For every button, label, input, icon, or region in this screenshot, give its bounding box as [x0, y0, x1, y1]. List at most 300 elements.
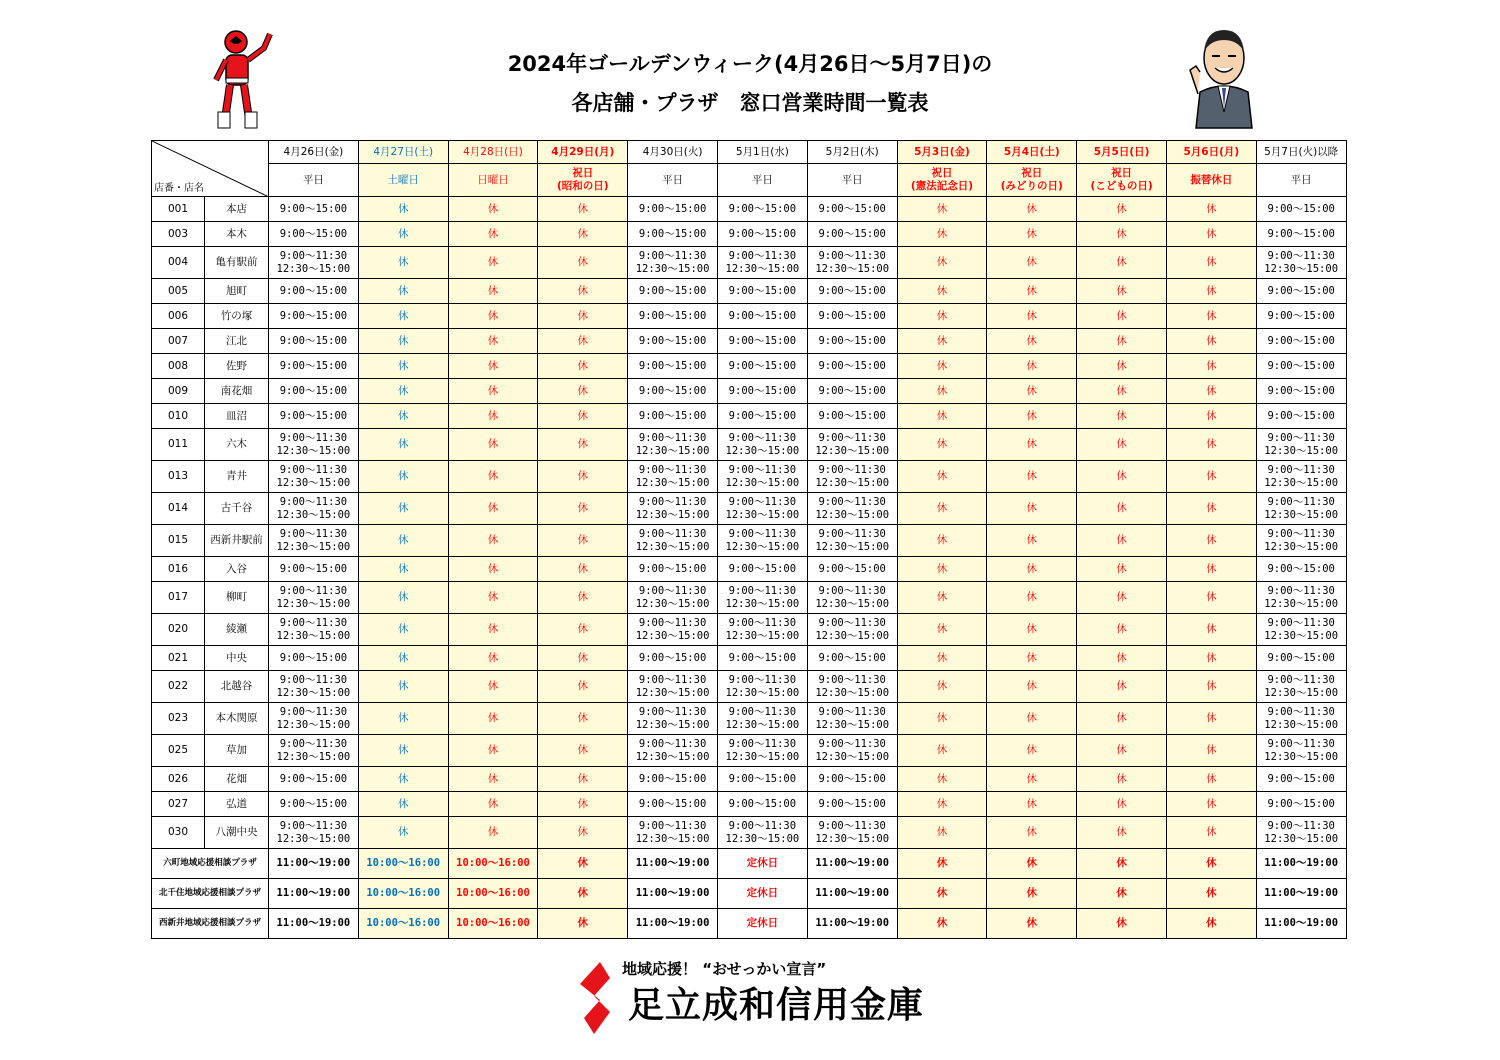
hours-cell	[1256, 461, 1346, 493]
hours-cell	[807, 557, 897, 582]
hours-cell	[628, 197, 718, 222]
closed-cell: 休	[1077, 279, 1167, 304]
hours-morning: 9:00～11:30	[1267, 673, 1335, 686]
closed-cell: 休	[448, 671, 538, 703]
closed-cell: 休	[1166, 614, 1256, 646]
branch-name: 亀有駅前	[215, 256, 258, 268]
closed-cell: 休	[538, 461, 628, 493]
column-day-type	[1256, 164, 1346, 197]
branch-cell	[152, 429, 269, 461]
closed-cell: 休	[1077, 304, 1167, 329]
column-date: 5月5日(日)	[1077, 141, 1167, 164]
closed-cell: 休	[538, 735, 628, 767]
closed-cell: 休	[897, 304, 987, 329]
closed-cell: 休	[448, 646, 538, 671]
hours-afternoon: 12:30～15:00	[815, 540, 890, 553]
hours-afternoon: 12:30～15:00	[635, 476, 710, 489]
hours-full: 9:00～15:00	[1267, 384, 1335, 397]
hours-morning: 9:00～11:30	[1267, 737, 1335, 750]
closed-cell: 休	[897, 614, 987, 646]
branch-row	[152, 493, 1347, 525]
hours-cell	[1256, 197, 1346, 222]
hours-cell	[628, 429, 718, 461]
hours-cell	[628, 304, 718, 329]
closed-cell: 休	[448, 329, 538, 354]
closed-cell: 休	[448, 817, 538, 849]
plaza-hours-cell: 休	[538, 879, 628, 909]
hours-cell	[269, 671, 359, 703]
header-date-row	[152, 141, 1347, 164]
hours-afternoon: 12:30～15:00	[1264, 686, 1339, 699]
hours-full: 9:00～15:00	[1267, 227, 1335, 240]
branch-code: 025	[152, 735, 205, 766]
hours-afternoon: 12:30～15:00	[635, 597, 710, 610]
branch-row	[152, 735, 1347, 767]
branch-code: 009	[152, 379, 205, 403]
day-type-label: 振替休日	[1190, 173, 1233, 186]
hours-morning: 9:00～11:30	[728, 495, 797, 508]
hours-afternoon: 12:30～15:00	[1264, 718, 1339, 731]
closed-cell: 休	[1077, 222, 1167, 247]
hours-morning: 9:00～11:30	[818, 819, 886, 832]
corner-label: 店番・店名	[154, 183, 204, 194]
hours-afternoon: 12:30～15:00	[276, 718, 351, 731]
hours-full: 9:00～15:00	[638, 409, 707, 422]
branch-row	[152, 703, 1347, 735]
hours-full: 9:00～15:00	[638, 202, 707, 215]
hours-afternoon: 12:30～15:00	[725, 718, 800, 731]
hours-cell	[1256, 703, 1346, 735]
hours-cell	[269, 703, 359, 735]
plaza-hours-cell: 10:00～16:00	[358, 849, 448, 879]
hours-full: 9:00～15:00	[728, 284, 797, 297]
plaza-hours-cell: 10:00～16:00	[358, 879, 448, 909]
plaza-hours-cell: 11:00～19:00	[269, 849, 359, 879]
closed-cell: 休	[1166, 222, 1256, 247]
hours-cell	[1256, 247, 1346, 279]
hours-full: 9:00～15:00	[279, 227, 348, 240]
hours-afternoon: 12:30～15:00	[725, 832, 800, 845]
closed-cell: 休	[358, 461, 448, 493]
hours-cell	[269, 197, 359, 222]
hours-full: 9:00～15:00	[638, 284, 707, 297]
hours-full: 9:00～15:00	[638, 334, 707, 347]
hours-cell	[269, 582, 359, 614]
branch-row	[152, 646, 1347, 671]
branch-cell	[152, 329, 269, 354]
closed-cell: 休	[897, 279, 987, 304]
hours-morning: 9:00～11:30	[638, 737, 707, 750]
hours-full: 9:00～15:00	[728, 359, 797, 372]
hours-morning: 9:00～11:30	[818, 673, 886, 686]
closed-cell: 休	[448, 461, 538, 493]
hours-full: 9:00～15:00	[279, 409, 348, 422]
hours-morning: 9:00～11:30	[638, 495, 707, 508]
hours-afternoon: 12:30～15:00	[635, 262, 710, 275]
hours-afternoon: 12:30～15:00	[635, 718, 710, 731]
hours-cell	[269, 354, 359, 379]
hours-cell	[717, 582, 807, 614]
plaza-hours-cell: 10:00～16:00	[358, 909, 448, 939]
closed-cell: 休	[1077, 329, 1167, 354]
hours-morning: 9:00～11:30	[728, 819, 797, 832]
hours-full: 9:00～15:00	[818, 334, 886, 347]
hours-cell	[717, 817, 807, 849]
hours-full: 9:00～15:00	[818, 797, 886, 810]
hours-afternoon: 12:30～15:00	[276, 597, 351, 610]
hours-cell	[628, 646, 718, 671]
hours-morning: 9:00～11:30	[1267, 705, 1335, 718]
hours-full: 9:00～15:00	[728, 562, 797, 575]
hours-cell	[717, 429, 807, 461]
branch-name: 柳町	[226, 591, 247, 603]
hours-cell	[1256, 404, 1346, 429]
plaza-hours-cell: 休	[538, 849, 628, 879]
plaza-hours-cell: 11:00～19:00	[628, 879, 718, 909]
closed-cell: 休	[358, 817, 448, 849]
plaza-hours-cell: 11:00～19:00	[269, 879, 359, 909]
closed-cell: 休	[897, 817, 987, 849]
hours-morning: 9:00～11:30	[728, 431, 797, 444]
hours-morning: 9:00～11:30	[279, 431, 348, 444]
hours-cell	[269, 222, 359, 247]
branch-name: 本店	[226, 202, 247, 215]
branch-cell	[152, 671, 269, 703]
hours-morning: 9:00～11:30	[1267, 463, 1335, 476]
closed-cell: 休	[538, 557, 628, 582]
closed-cell: 休	[448, 557, 538, 582]
hours-morning: 9:00～11:30	[728, 616, 797, 629]
branch-cell	[152, 614, 269, 646]
plaza-hours-cell: 11:00～19:00	[628, 849, 718, 879]
hours-cell	[807, 525, 897, 557]
branch-code: 014	[152, 493, 205, 524]
hours-full: 9:00～15:00	[279, 384, 348, 397]
closed-cell: 休	[1077, 614, 1167, 646]
branch-cell	[152, 279, 269, 304]
closed-cell: 休	[358, 304, 448, 329]
branch-code: 005	[152, 279, 205, 303]
hours-cell	[628, 557, 718, 582]
hours-full: 9:00～15:00	[638, 384, 707, 397]
closed-cell: 休	[538, 671, 628, 703]
plaza-hours-cell: 休	[1077, 879, 1167, 909]
hours-cell	[1256, 304, 1346, 329]
hours-cell	[717, 614, 807, 646]
plaza-hours-cell: 休	[1166, 909, 1256, 939]
hours-morning: 9:00～11:30	[1267, 495, 1335, 508]
closed-cell: 休	[448, 582, 538, 614]
closed-cell: 休	[1166, 557, 1256, 582]
hours-morning: 9:00～11:30	[818, 431, 886, 444]
hours-afternoon: 12:30～15:00	[1264, 476, 1339, 489]
closed-cell: 休	[538, 304, 628, 329]
closed-cell: 休	[897, 461, 987, 493]
branch-code: 016	[152, 557, 205, 581]
holiday-name: (昭和の日)	[556, 180, 609, 192]
hours-cell	[628, 379, 718, 404]
closed-cell: 休	[1166, 354, 1256, 379]
hours-full: 9:00～15:00	[638, 359, 707, 372]
day-type-label: 平日	[1290, 173, 1312, 186]
closed-cell: 休	[538, 493, 628, 525]
column-date: 5月7日(火)以降	[1256, 141, 1346, 164]
closed-cell: 休	[987, 304, 1077, 329]
plaza-hours-cell: 11:00～19:00	[807, 879, 897, 909]
hours-full: 9:00～15:00	[1267, 409, 1335, 422]
closed-cell: 休	[987, 247, 1077, 279]
closed-cell: 休	[448, 735, 538, 767]
hours-full: 9:00～15:00	[728, 309, 797, 322]
hours-full: 9:00～15:00	[638, 772, 707, 785]
hours-afternoon: 12:30～15:00	[815, 750, 890, 763]
hours-afternoon: 12:30～15:00	[276, 508, 351, 521]
hours-cell	[628, 279, 718, 304]
branch-row	[152, 354, 1347, 379]
hours-full: 9:00～15:00	[728, 334, 797, 347]
hours-full: 9:00～15:00	[279, 562, 348, 575]
closed-cell: 休	[1077, 429, 1167, 461]
branch-row	[152, 404, 1347, 429]
branch-code: 017	[152, 582, 205, 613]
plaza-row	[152, 849, 1347, 879]
day-type-label: 日曜日	[477, 173, 509, 186]
header-type-row	[152, 164, 1347, 197]
hours-afternoon: 12:30～15:00	[815, 686, 890, 699]
branch-code: 006	[152, 304, 205, 328]
closed-cell: 休	[448, 703, 538, 735]
column-day-type	[1166, 164, 1256, 197]
hours-cell	[717, 671, 807, 703]
closed-cell: 休	[538, 429, 628, 461]
plaza-name: 六町地域応援相談プラザ	[152, 849, 269, 879]
hours-morning: 9:00～11:30	[638, 819, 707, 832]
hours-cell	[628, 525, 718, 557]
branch-code: 004	[152, 247, 205, 278]
closed-cell: 休	[897, 197, 987, 222]
closed-cell: 休	[987, 525, 1077, 557]
hours-cell	[717, 354, 807, 379]
hours-cell	[628, 222, 718, 247]
closed-cell: 休	[1166, 379, 1256, 404]
hours-cell	[807, 582, 897, 614]
closed-cell: 休	[1166, 197, 1256, 222]
plaza-hours-cell: 11:00～19:00	[1256, 909, 1346, 939]
hours-full: 9:00～15:00	[279, 651, 348, 664]
hours-cell	[807, 767, 897, 792]
hours-morning: 9:00～11:30	[1267, 527, 1335, 540]
plaza-hours-cell: 休	[897, 879, 987, 909]
hours-full: 9:00～15:00	[818, 202, 886, 215]
closed-cell: 休	[538, 354, 628, 379]
closed-cell: 休	[448, 197, 538, 222]
closed-cell: 休	[1166, 493, 1256, 525]
hours-morning: 9:00～11:30	[818, 249, 886, 262]
hours-full: 9:00～15:00	[279, 772, 348, 785]
day-type-label: 平日	[841, 173, 863, 186]
branch-cell	[152, 379, 269, 404]
hours-afternoon: 12:30～15:00	[276, 262, 351, 275]
hours-cell	[1256, 582, 1346, 614]
hours-afternoon: 12:30～15:00	[635, 508, 710, 521]
day-type-label: 平日	[751, 173, 773, 186]
closed-cell: 休	[897, 792, 987, 817]
hours-cell	[269, 792, 359, 817]
page-title-line2: 各店舗・プラザ 窓口営業時間一覧表	[571, 91, 929, 115]
hours-afternoon: 12:30～15:00	[1264, 508, 1339, 521]
closed-cell: 休	[897, 735, 987, 767]
plaza-hours-cell: 11:00～19:00	[807, 909, 897, 939]
closed-cell: 休	[448, 354, 538, 379]
branch-code: 013	[152, 461, 205, 492]
branch-name: 中央	[226, 651, 247, 664]
plaza-row	[152, 909, 1347, 939]
hours-full: 9:00～15:00	[818, 409, 886, 422]
closed-cell: 休	[987, 279, 1077, 304]
closed-cell: 休	[1166, 429, 1256, 461]
closed-cell: 休	[538, 329, 628, 354]
hours-afternoon: 12:30～15:00	[725, 597, 800, 610]
hours-full: 9:00～15:00	[1267, 651, 1335, 664]
hours-morning: 9:00～11:30	[279, 527, 348, 540]
hours-afternoon: 12:30～15:00	[276, 686, 351, 699]
hours-morning: 9:00～11:30	[638, 673, 707, 686]
branch-name: 六木	[226, 438, 247, 450]
hours-full: 9:00～15:00	[1267, 562, 1335, 575]
closed-cell: 休	[358, 197, 448, 222]
plaza-hours-cell: 10:00～16:00	[448, 909, 538, 939]
hours-cell	[807, 614, 897, 646]
hours-cell	[717, 493, 807, 525]
hours-cell	[1256, 614, 1346, 646]
hours-full: 9:00～15:00	[728, 409, 797, 422]
hours-cell	[628, 703, 718, 735]
closed-cell: 休	[1077, 525, 1167, 557]
branch-cell	[152, 582, 269, 614]
column-day-type	[807, 164, 897, 197]
closed-cell: 休	[1077, 646, 1167, 671]
column-date: 4月29日(月)	[538, 141, 628, 164]
closed-cell: 休	[358, 671, 448, 703]
column-day-type	[358, 164, 448, 197]
hours-cell	[628, 614, 718, 646]
hours-full: 9:00～15:00	[728, 202, 797, 215]
hours-afternoon: 12:30～15:00	[815, 718, 890, 731]
hours-cell	[717, 792, 807, 817]
closed-cell: 休	[897, 493, 987, 525]
hours-morning: 9:00～11:30	[279, 495, 348, 508]
closed-cell: 休	[897, 354, 987, 379]
hours-cell	[717, 304, 807, 329]
hours-afternoon: 12:30～15:00	[276, 476, 351, 489]
closed-cell: 休	[1166, 735, 1256, 767]
hours-afternoon: 12:30～15:00	[635, 444, 710, 457]
closed-cell: 休	[1166, 671, 1256, 703]
closed-cell: 休	[358, 557, 448, 582]
hours-cell	[807, 429, 897, 461]
hours-full: 9:00～15:00	[279, 284, 348, 297]
closed-cell: 休	[538, 582, 628, 614]
closed-cell: 休	[1166, 247, 1256, 279]
branch-name: 本木関原	[215, 712, 258, 724]
hours-morning: 9:00～11:30	[728, 527, 797, 540]
hours-full: 9:00～15:00	[1267, 309, 1335, 322]
closed-cell: 休	[538, 792, 628, 817]
plaza-hours-cell: 11:00～19:00	[1256, 879, 1346, 909]
hours-morning: 9:00～11:30	[279, 673, 348, 686]
hours-cell	[1256, 792, 1346, 817]
hours-cell	[1256, 493, 1346, 525]
hours-full: 9:00～15:00	[728, 797, 797, 810]
closed-cell: 休	[1077, 197, 1167, 222]
closed-cell: 休	[1166, 582, 1256, 614]
closed-cell: 休	[1166, 461, 1256, 493]
closed-cell: 休	[987, 404, 1077, 429]
footer-bank-name: 足立成和信用金庫	[628, 985, 925, 1026]
branch-name: 八潮中央	[215, 826, 258, 838]
hours-cell	[269, 767, 359, 792]
hours-cell	[807, 279, 897, 304]
closed-cell: 休	[897, 557, 987, 582]
closed-cell: 休	[358, 379, 448, 404]
closed-cell: 休	[1077, 703, 1167, 735]
hours-cell	[269, 817, 359, 849]
hours-afternoon: 12:30～15:00	[635, 750, 710, 763]
hours-afternoon: 12:30～15:00	[276, 832, 351, 845]
closed-cell: 休	[1077, 404, 1167, 429]
hours-morning: 9:00～11:30	[818, 495, 886, 508]
closed-cell: 休	[987, 582, 1077, 614]
hours-full: 9:00～15:00	[638, 797, 707, 810]
branch-row	[152, 767, 1347, 792]
branch-cell	[152, 525, 269, 557]
plaza-hours-cell: 定休日	[717, 849, 807, 879]
hours-full: 9:00～15:00	[279, 359, 348, 372]
day-type-label: 祝日	[1111, 167, 1133, 179]
hours-cell	[628, 247, 718, 279]
hours-cell	[807, 197, 897, 222]
hours-morning: 9:00～11:30	[818, 463, 886, 476]
hours-cell	[807, 671, 897, 703]
hours-afternoon: 12:30～15:00	[635, 832, 710, 845]
column-day-type	[448, 164, 538, 197]
branch-name: 古千谷	[220, 502, 253, 514]
plaza-hours-cell: 休	[987, 879, 1077, 909]
branch-cell	[152, 304, 269, 329]
closed-cell: 休	[448, 222, 538, 247]
plaza-hours-cell: 11:00～19:00	[1256, 849, 1346, 879]
closed-cell: 休	[448, 304, 538, 329]
hours-morning: 9:00～11:30	[818, 616, 886, 629]
branch-cell	[152, 817, 269, 849]
closed-cell: 休	[897, 329, 987, 354]
closed-cell: 休	[358, 525, 448, 557]
hours-full: 9:00～15:00	[1267, 772, 1335, 785]
hours-full: 9:00～15:00	[279, 202, 348, 215]
hours-full: 9:00～15:00	[728, 384, 797, 397]
day-type-label: 祝日	[931, 167, 953, 179]
hours-cell	[628, 767, 718, 792]
plaza-hours-cell: 休	[1166, 849, 1256, 879]
column-day-type	[538, 164, 628, 197]
branch-name: 青井	[226, 470, 247, 482]
hours-cell	[717, 197, 807, 222]
hours-full: 9:00～15:00	[818, 359, 886, 372]
plaza-name: 西新井地域応援相談プラザ	[152, 909, 269, 939]
hours-cell	[269, 646, 359, 671]
hours-cell	[807, 404, 897, 429]
hours-cell	[269, 735, 359, 767]
